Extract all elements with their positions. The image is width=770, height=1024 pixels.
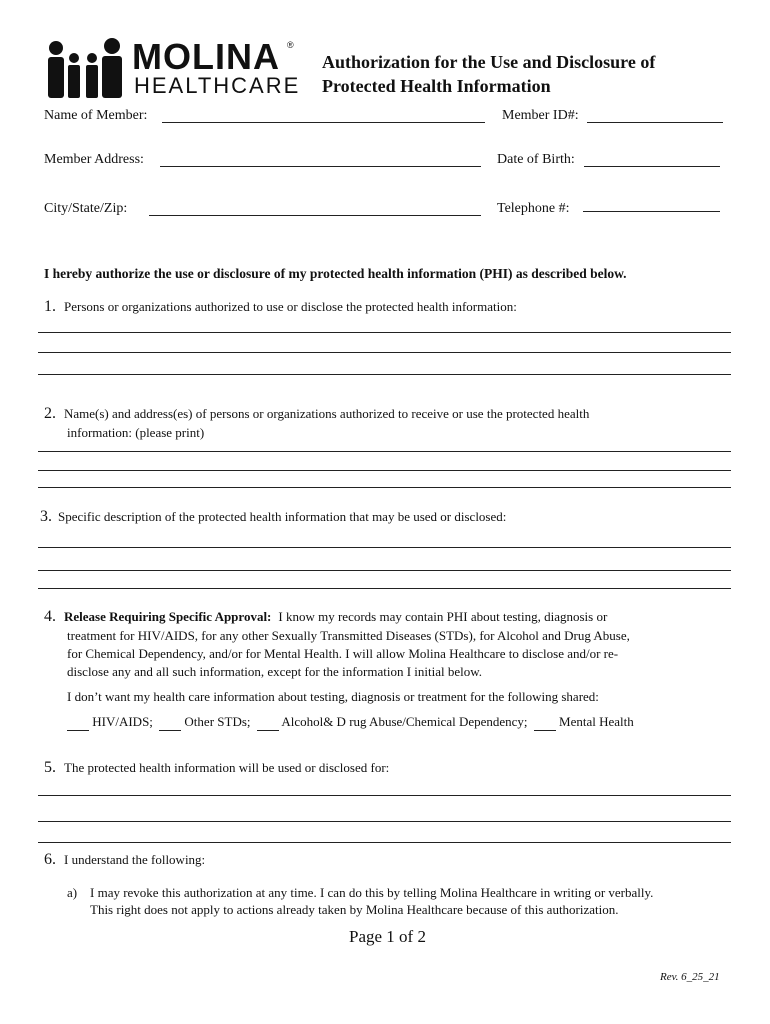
section-1-text: Persons or organizations authorized to use or disclose the protected health information: xyxy=(64,299,517,314)
section-6a-label: a) xyxy=(67,885,78,900)
initial-blank-stds[interactable] xyxy=(159,714,181,731)
section-5-line-2[interactable] xyxy=(38,821,731,822)
section-3-text: Specific description of the protected health information that may be used or disclosed: xyxy=(58,509,507,524)
section-3-number: 3. xyxy=(40,508,52,525)
section-1-line-3[interactable] xyxy=(38,374,731,375)
date-of-birth-field[interactable] xyxy=(584,166,720,167)
section-2-line-2[interactable] xyxy=(38,470,731,471)
logo-registered-mark: ® xyxy=(287,40,294,50)
logo-subtitle: HEALTHCARE xyxy=(134,73,301,98)
section-5-line-3[interactable] xyxy=(38,842,731,843)
city-state-zip-label: City/State/Zip: xyxy=(44,201,128,216)
section-1-number: 1. xyxy=(44,298,56,315)
section-6-text: I understand the following: xyxy=(64,852,206,867)
section-3-line-3[interactable] xyxy=(38,588,731,589)
section-4-text-line4: disclose any and all such information, except for the information I initial below. xyxy=(67,664,483,679)
form-title-line1: Authorization for the Use and Disclosure of xyxy=(322,52,656,72)
initial-blank-mental[interactable] xyxy=(534,714,556,731)
section-1-line-2[interactable] xyxy=(38,352,731,353)
form-title-line2: Protected Health Information xyxy=(322,76,551,96)
section-6-number: 6. xyxy=(44,851,56,868)
section-3-line-1[interactable] xyxy=(38,547,731,548)
molina-family-icon xyxy=(44,36,130,98)
section-6a-line1: I may revoke this authorization at any time. I can do this by telling Molina Healthcare in writing or verbally. xyxy=(90,885,654,900)
telephone-field[interactable] xyxy=(583,211,720,212)
section-4-initial-options xyxy=(67,714,634,731)
section-6-heading xyxy=(44,851,205,869)
section-5-heading xyxy=(44,759,389,777)
telephone-label: Telephone #: xyxy=(497,201,570,216)
section-2-text-line1: Name(s) and address(es) of persons or organizations authorized to receive or use the protected health xyxy=(64,406,590,421)
logo-brand: MOLINA xyxy=(132,36,280,77)
member-id-field[interactable] xyxy=(587,122,723,123)
section-4-text-line2: treatment for HIV/AIDS, for any other Sexually Transmitted Diseases (STDs), for Alcohol and Drug Abuse, xyxy=(67,628,630,643)
section-3-heading xyxy=(40,508,506,526)
option-other-stds: Other STDs; xyxy=(184,714,251,729)
initial-blank-alcohol[interactable] xyxy=(257,714,279,731)
member-name-label: Name of Member: xyxy=(44,108,148,123)
section-4-heading xyxy=(44,608,607,626)
member-id-label: Member ID#: xyxy=(502,108,579,123)
section-5-number: 5. xyxy=(44,759,56,776)
option-hiv-aids: HIV/AIDS; xyxy=(92,714,153,729)
section-2-number: 2. xyxy=(44,405,56,422)
member-address-field[interactable] xyxy=(160,166,481,167)
section-2-heading xyxy=(44,405,589,423)
authorization-statement: I hereby authorize the use or disclosure of my protected health information (PHI) as described below. xyxy=(44,266,627,281)
city-state-zip-field[interactable] xyxy=(149,215,481,216)
form-title xyxy=(322,50,655,98)
section-6a-line2: This right does not apply to actions already taken by Molina Healthcare because of this authorization. xyxy=(90,902,619,917)
member-address-label: Member Address: xyxy=(44,152,144,167)
section-4-bold-label: Release Requiring Specific Approval: xyxy=(64,609,272,624)
section-1-line-1[interactable] xyxy=(38,332,731,333)
initial-blank-hiv[interactable] xyxy=(67,714,89,731)
section-5-line-1[interactable] xyxy=(38,795,731,796)
option-mental-health: Mental Health xyxy=(559,714,634,729)
molina-logo xyxy=(44,36,301,98)
revision-label: Rev. 6_25_21 xyxy=(660,971,720,983)
date-of-birth-label: Date of Birth: xyxy=(497,152,575,167)
section-5-text: The protected health information will be used or disclosed for: xyxy=(64,760,390,775)
section-4-number: 4. xyxy=(44,608,56,625)
section-4-text-line3: for Chemical Dependency, and/or for Mental Health. I will allow Molina Healthcare to disclose and/or re- xyxy=(67,646,619,661)
section-4-text-line5: I don’t want my health care information about testing, diagnosis or treatment for the following shared: xyxy=(67,689,599,704)
member-name-field[interactable] xyxy=(162,122,485,123)
section-2-line-3[interactable] xyxy=(38,487,731,488)
section-1-heading xyxy=(44,298,517,316)
section-4-text-line1: I know my records may contain PHI about testing, diagnosis or xyxy=(278,609,608,624)
page-number: Page 1 of 2 xyxy=(349,927,426,946)
section-3-line-2[interactable] xyxy=(38,570,731,571)
section-2-line-1[interactable] xyxy=(38,451,731,452)
option-alcohol-drug: Alcohol& D rug Abuse/Chemical Dependency; xyxy=(281,714,528,729)
section-2-text-line2: information: (please print) xyxy=(67,425,205,440)
